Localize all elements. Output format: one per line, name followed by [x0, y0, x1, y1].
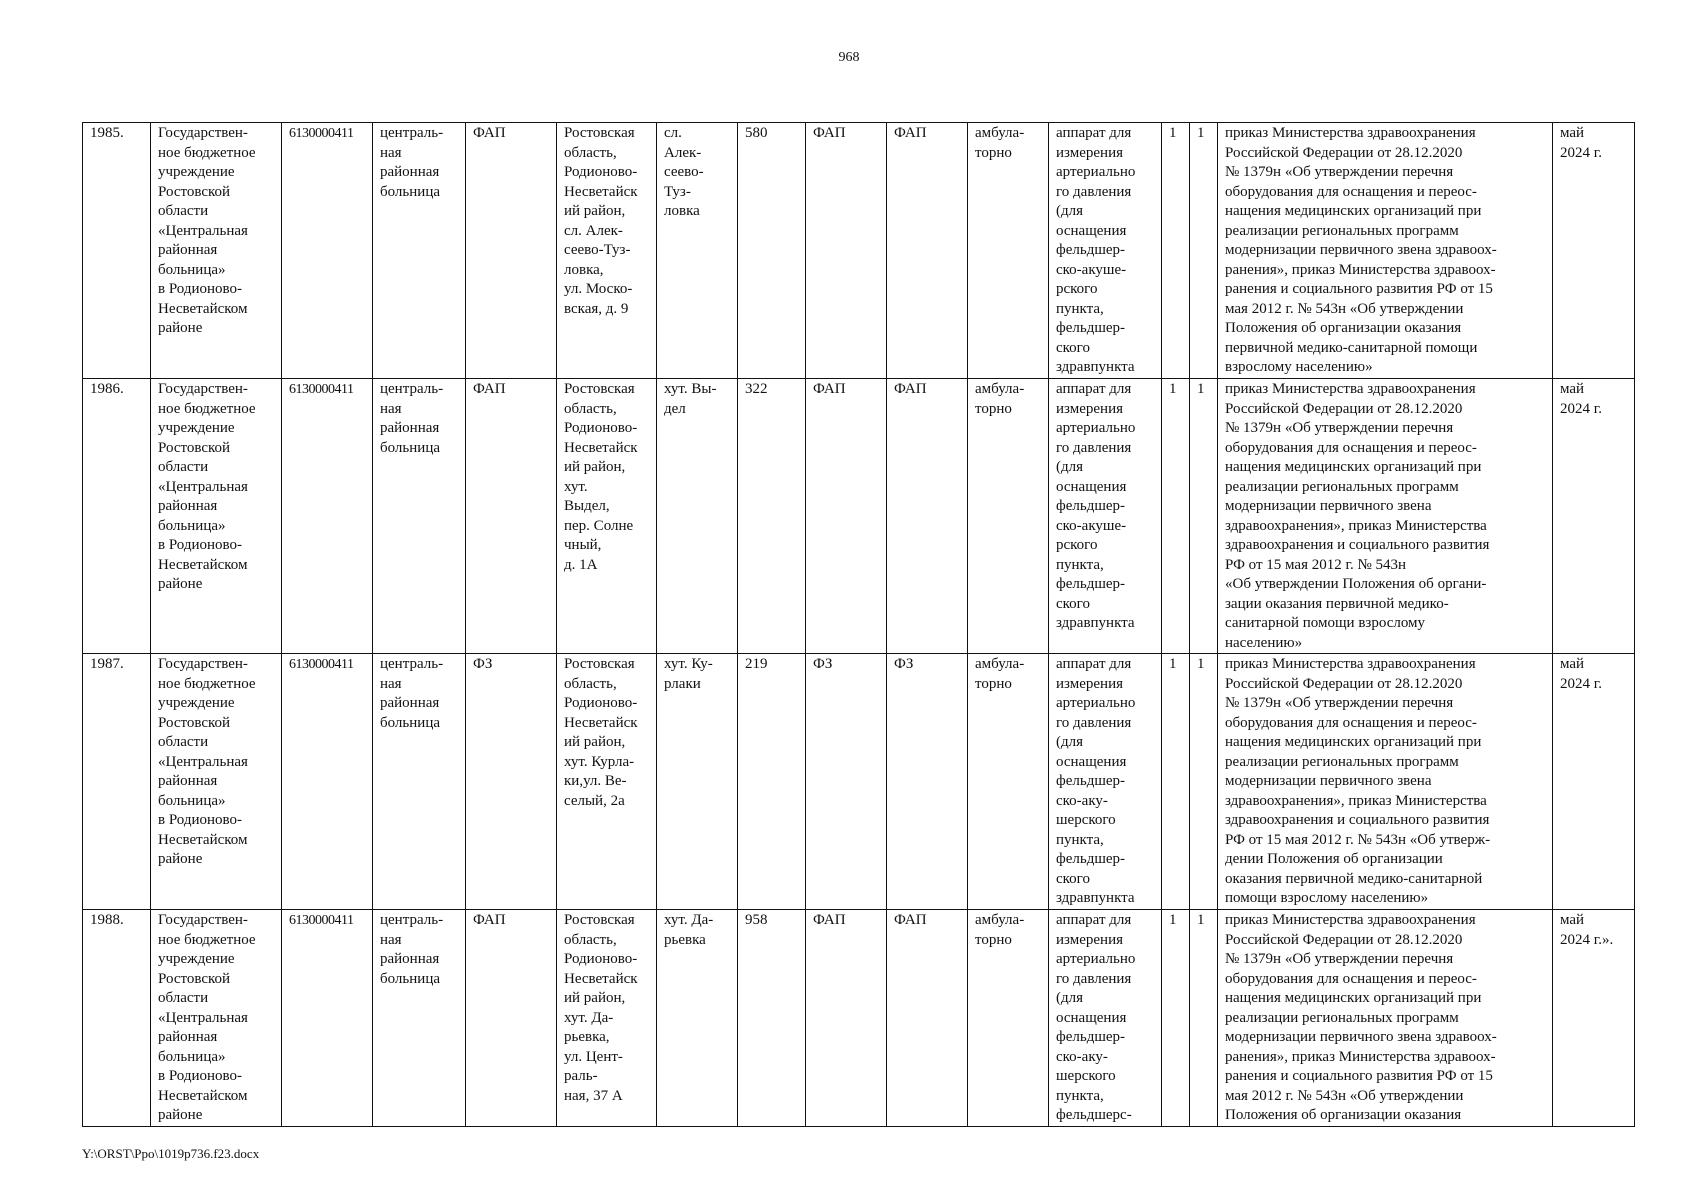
equipment-name-text: аппарат для измерения артериально го давления (для оснащения фельдшер- ско-акуше- рского пункта, фельдшер- ского здравпункта — [1056, 125, 1136, 375]
legal-basis-cell — [1218, 910, 1553, 1127]
equipment-name-text: аппарат для измерения артериально го давления (для оснащения фельдшер- ско-аку- шерского пункта, фельдшер- ского здравпункта — [1056, 656, 1136, 906]
unit-type-planned-cell — [887, 123, 968, 379]
population-cell — [738, 910, 806, 1127]
locality-text: хут. Да- рьевка — [664, 912, 714, 948]
locality-cell — [657, 379, 738, 654]
organization-type-cell — [373, 123, 466, 379]
unit-type-current-cell — [806, 123, 887, 379]
population-cell — [738, 654, 806, 910]
quantity-required-text: 1 — [1169, 381, 1177, 397]
equipment-name-cell — [1049, 123, 1162, 379]
care-mode-cell — [968, 910, 1049, 1127]
address-text: Ростовская область, Родионово- Несветайск ий район, хут. Курла- ки,ул. Ве- селый, 2а — [564, 656, 638, 809]
population-text: 958 — [745, 912, 768, 928]
quantity-planned-cell — [1190, 910, 1218, 1127]
equipment-table — [82, 122, 1635, 1127]
population-cell — [738, 379, 806, 654]
unit-type-planned-text: ФЗ — [894, 656, 914, 672]
unit-type-current-text: ФЗ — [813, 656, 833, 672]
unit-type-planned-text: ФАП — [894, 125, 927, 141]
organization-type-text: централь- ная районная больница — [380, 912, 444, 987]
row-number-cell — [83, 910, 151, 1127]
row-number-text: 1988. — [90, 912, 124, 928]
address-text: Ростовская область, Родионово- Несветайск ий район, хут. Выдел, пер. Солне чный, д. 1А — [564, 381, 638, 573]
unit-type-planned-text: ФАП — [894, 912, 927, 928]
unit-type-planned-cell — [887, 379, 968, 654]
address-cell — [557, 379, 657, 654]
population-text: 219 — [745, 656, 768, 672]
file-path-footer: Y:\ORST\Ppo\1019p736.f23.docx — [82, 1146, 260, 1161]
quantity-required-cell — [1162, 123, 1190, 379]
legal-basis-text: приказ Министерства здравоохранения Российской Федерации от 28.12.2020 № 1379н «Об утверждении перечня оборудования для оснащения и переос- нащения медицинских организаций при реализации региональных программ модернизации первичного звена здравоох- ранения», приказ Министерства здравоох- ранения и социального развития РФ от 15 мая 2012 г. № 543н «Об утверждении Положения об организации оказания — [1225, 912, 1497, 1123]
legal-basis-cell — [1218, 379, 1553, 654]
equipment-name-text: аппарат для измерения артериально го давления (для оснащения фельдшер- ско-аку- шерского пункта, фельдшерс- — [1056, 912, 1136, 1123]
quantity-planned-cell — [1190, 123, 1218, 379]
unit-type-text: ФАП — [473, 912, 506, 928]
unit-type-cell — [466, 123, 557, 379]
care-mode-cell — [968, 123, 1049, 379]
locality-cell — [657, 123, 738, 379]
equipment-name-cell — [1049, 910, 1162, 1127]
row-number-text: 1985. — [90, 125, 124, 141]
care-mode-text: амбула- торно — [975, 656, 1025, 692]
organization-name-cell — [151, 379, 282, 654]
inn-code-cell — [282, 379, 373, 654]
table-row — [83, 379, 1635, 654]
deadline-cell — [1553, 654, 1635, 910]
address-cell — [557, 123, 657, 379]
organization-type-cell — [373, 379, 466, 654]
organization-name-cell — [151, 654, 282, 910]
unit-type-current-cell — [806, 910, 887, 1127]
deadline-text: май 2024 г. — [1560, 656, 1602, 692]
organization-name-cell — [151, 123, 282, 379]
organization-name-text: Государствен- ное бюджетное учреждение Ростовской области «Центральная районная больница» в Родионово- Несветайском районе — [158, 125, 256, 336]
unit-type-cell — [466, 379, 557, 654]
population-cell — [738, 123, 806, 379]
quantity-required-text: 1 — [1169, 656, 1177, 672]
unit-type-cell — [466, 910, 557, 1127]
legal-basis-text: приказ Министерства здравоохранения Российской Федерации от 28.12.2020 № 1379н «Об утверждении перечня оборудования для оснащения и переос- нащения медицинских организаций при реализации региональных программ модернизации первичного звена здравоохранения», приказ Министерства здравоохранения и социального развития РФ от 15 мая 2012 г. № 543н «Об утверждении Положения об органи- зации оказания первичной медико- санитарной помощи взрослому населению» — [1225, 381, 1490, 651]
row-number-cell — [83, 379, 151, 654]
quantity-planned-text: 1 — [1197, 656, 1205, 672]
unit-type-current-text: ФАП — [813, 912, 846, 928]
locality-text: хут. Ку- рлаки — [664, 656, 713, 692]
locality-text: сл. Алек- сеево- Туз- ловка — [664, 125, 704, 219]
table-row — [83, 123, 1635, 379]
legal-basis-text: приказ Министерства здравоохранения Российской Федерации от 28.12.2020 № 1379н «Об утверждении перечня оборудования для оснащения и переос- нащения медицинских организаций при реализации региональных программ модернизации первичного звена здравоохранения», приказ Министерства здравоохранения и социального развития РФ от 15 мая 2012 г. № 543н «Об утверж- дении Положения об организации оказания первичной медико-санитарной помощи взрослому населению» — [1225, 656, 1491, 906]
quantity-required-cell — [1162, 379, 1190, 654]
care-mode-cell — [968, 379, 1049, 654]
care-mode-text: амбула- торно — [975, 125, 1025, 161]
quantity-required-cell — [1162, 654, 1190, 910]
population-text: 580 — [745, 125, 768, 141]
locality-cell — [657, 910, 738, 1127]
unit-type-current-text: ФАП — [813, 125, 846, 141]
deadline-cell — [1553, 910, 1635, 1127]
organization-type-text: централь- ная районная больница — [380, 656, 444, 731]
deadline-cell — [1553, 379, 1635, 654]
quantity-required-text: 1 — [1169, 912, 1177, 928]
unit-type-text: ФАП — [473, 381, 506, 397]
deadline-cell — [1553, 123, 1635, 379]
locality-cell — [657, 654, 738, 910]
organization-type-cell — [373, 654, 466, 910]
row-number-cell — [83, 654, 151, 910]
deadline-text: май 2024 г. — [1560, 381, 1602, 417]
population-text: 322 — [745, 381, 768, 397]
care-mode-text: амбула- торно — [975, 381, 1025, 417]
address-cell — [557, 654, 657, 910]
row-number-cell — [83, 123, 151, 379]
inn-code-cell — [282, 910, 373, 1127]
deadline-text: май 2024 г.». — [1560, 912, 1614, 948]
unit-type-text: ФЗ — [473, 656, 493, 672]
care-mode-cell — [968, 654, 1049, 910]
table-row — [83, 910, 1635, 1127]
organization-type-text: централь- ная районная больница — [380, 381, 444, 456]
inn-code-text: 6130000411 — [289, 126, 354, 141]
quantity-required-cell — [1162, 910, 1190, 1127]
row-number-text: 1987. — [90, 656, 124, 672]
care-mode-text: амбула- торно — [975, 912, 1025, 948]
locality-text: хут. Вы- дел — [664, 381, 717, 417]
inn-code-text: 6130000411 — [289, 913, 354, 928]
unit-type-text: ФАП — [473, 125, 506, 141]
table-row — [83, 654, 1635, 910]
inn-code-cell — [282, 123, 373, 379]
quantity-required-text: 1 — [1169, 125, 1177, 141]
address-text: Ростовская область, Родионово- Несветайск ий район, хут. Да- рьевка, ул. Цент- раль- ная, 37 А — [564, 912, 638, 1104]
organization-name-text: Государствен- ное бюджетное учреждение Ростовской области «Центральная районная больница» в Родионово- Несветайском районе — [158, 381, 256, 592]
equipment-name-cell — [1049, 379, 1162, 654]
equipment-name-cell — [1049, 654, 1162, 910]
unit-type-planned-text: ФАП — [894, 381, 927, 397]
address-text: Ростовская область, Родионово- Несветайск ий район, сл. Алек- сеево-Туз- ловка, ул. Моско- вская, д. 9 — [564, 125, 638, 317]
quantity-planned-cell — [1190, 654, 1218, 910]
quantity-planned-cell — [1190, 379, 1218, 654]
inn-code-text: 6130000411 — [289, 657, 354, 672]
inn-code-text: 6130000411 — [289, 382, 354, 397]
legal-basis-cell — [1218, 123, 1553, 379]
legal-basis-text: приказ Министерства здравоохранения Российской Федерации от 28.12.2020 № 1379н «Об утверждении перечня оборудования для оснащения и переос- нащения медицинских организаций при реализации региональных программ модернизации первичного звена здравоох- ранения», приказ Министерства здравоох- ранения и социального развития РФ от 15 мая 2012 г. № 543н «Об утверждении Положения об организации оказания первичной медико-санитарной помощи взрослому населению» — [1225, 125, 1497, 375]
address-cell — [557, 910, 657, 1127]
organization-name-text: Государствен- ное бюджетное учреждение Ростовской области «Центральная районная больница» в Родионово- Несветайском районе — [158, 656, 256, 867]
row-number-text: 1986. — [90, 381, 124, 397]
deadline-text: май 2024 г. — [1560, 125, 1602, 161]
equipment-name-text: аппарат для измерения артериально го давления (для оснащения фельдшер- ско-акуше- рского пункта, фельдшер- ского здравпункта — [1056, 381, 1136, 631]
unit-type-current-cell — [806, 654, 887, 910]
quantity-planned-text: 1 — [1197, 381, 1205, 397]
organization-name-cell — [151, 910, 282, 1127]
unit-type-cell — [466, 654, 557, 910]
unit-type-current-text: ФАП — [813, 381, 846, 397]
quantity-planned-text: 1 — [1197, 912, 1205, 928]
organization-type-cell — [373, 910, 466, 1127]
inn-code-cell — [282, 654, 373, 910]
organization-name-text: Государствен- ное бюджетное учреждение Ростовской области «Центральная районная больница» в Родионово- Несветайском районе — [158, 912, 256, 1123]
page-number: 968 — [838, 50, 860, 65]
legal-basis-cell — [1218, 654, 1553, 910]
unit-type-planned-cell — [887, 654, 968, 910]
unit-type-planned-cell — [887, 910, 968, 1127]
unit-type-current-cell — [806, 379, 887, 654]
organization-type-text: централь- ная районная больница — [380, 125, 444, 200]
quantity-planned-text: 1 — [1197, 125, 1205, 141]
